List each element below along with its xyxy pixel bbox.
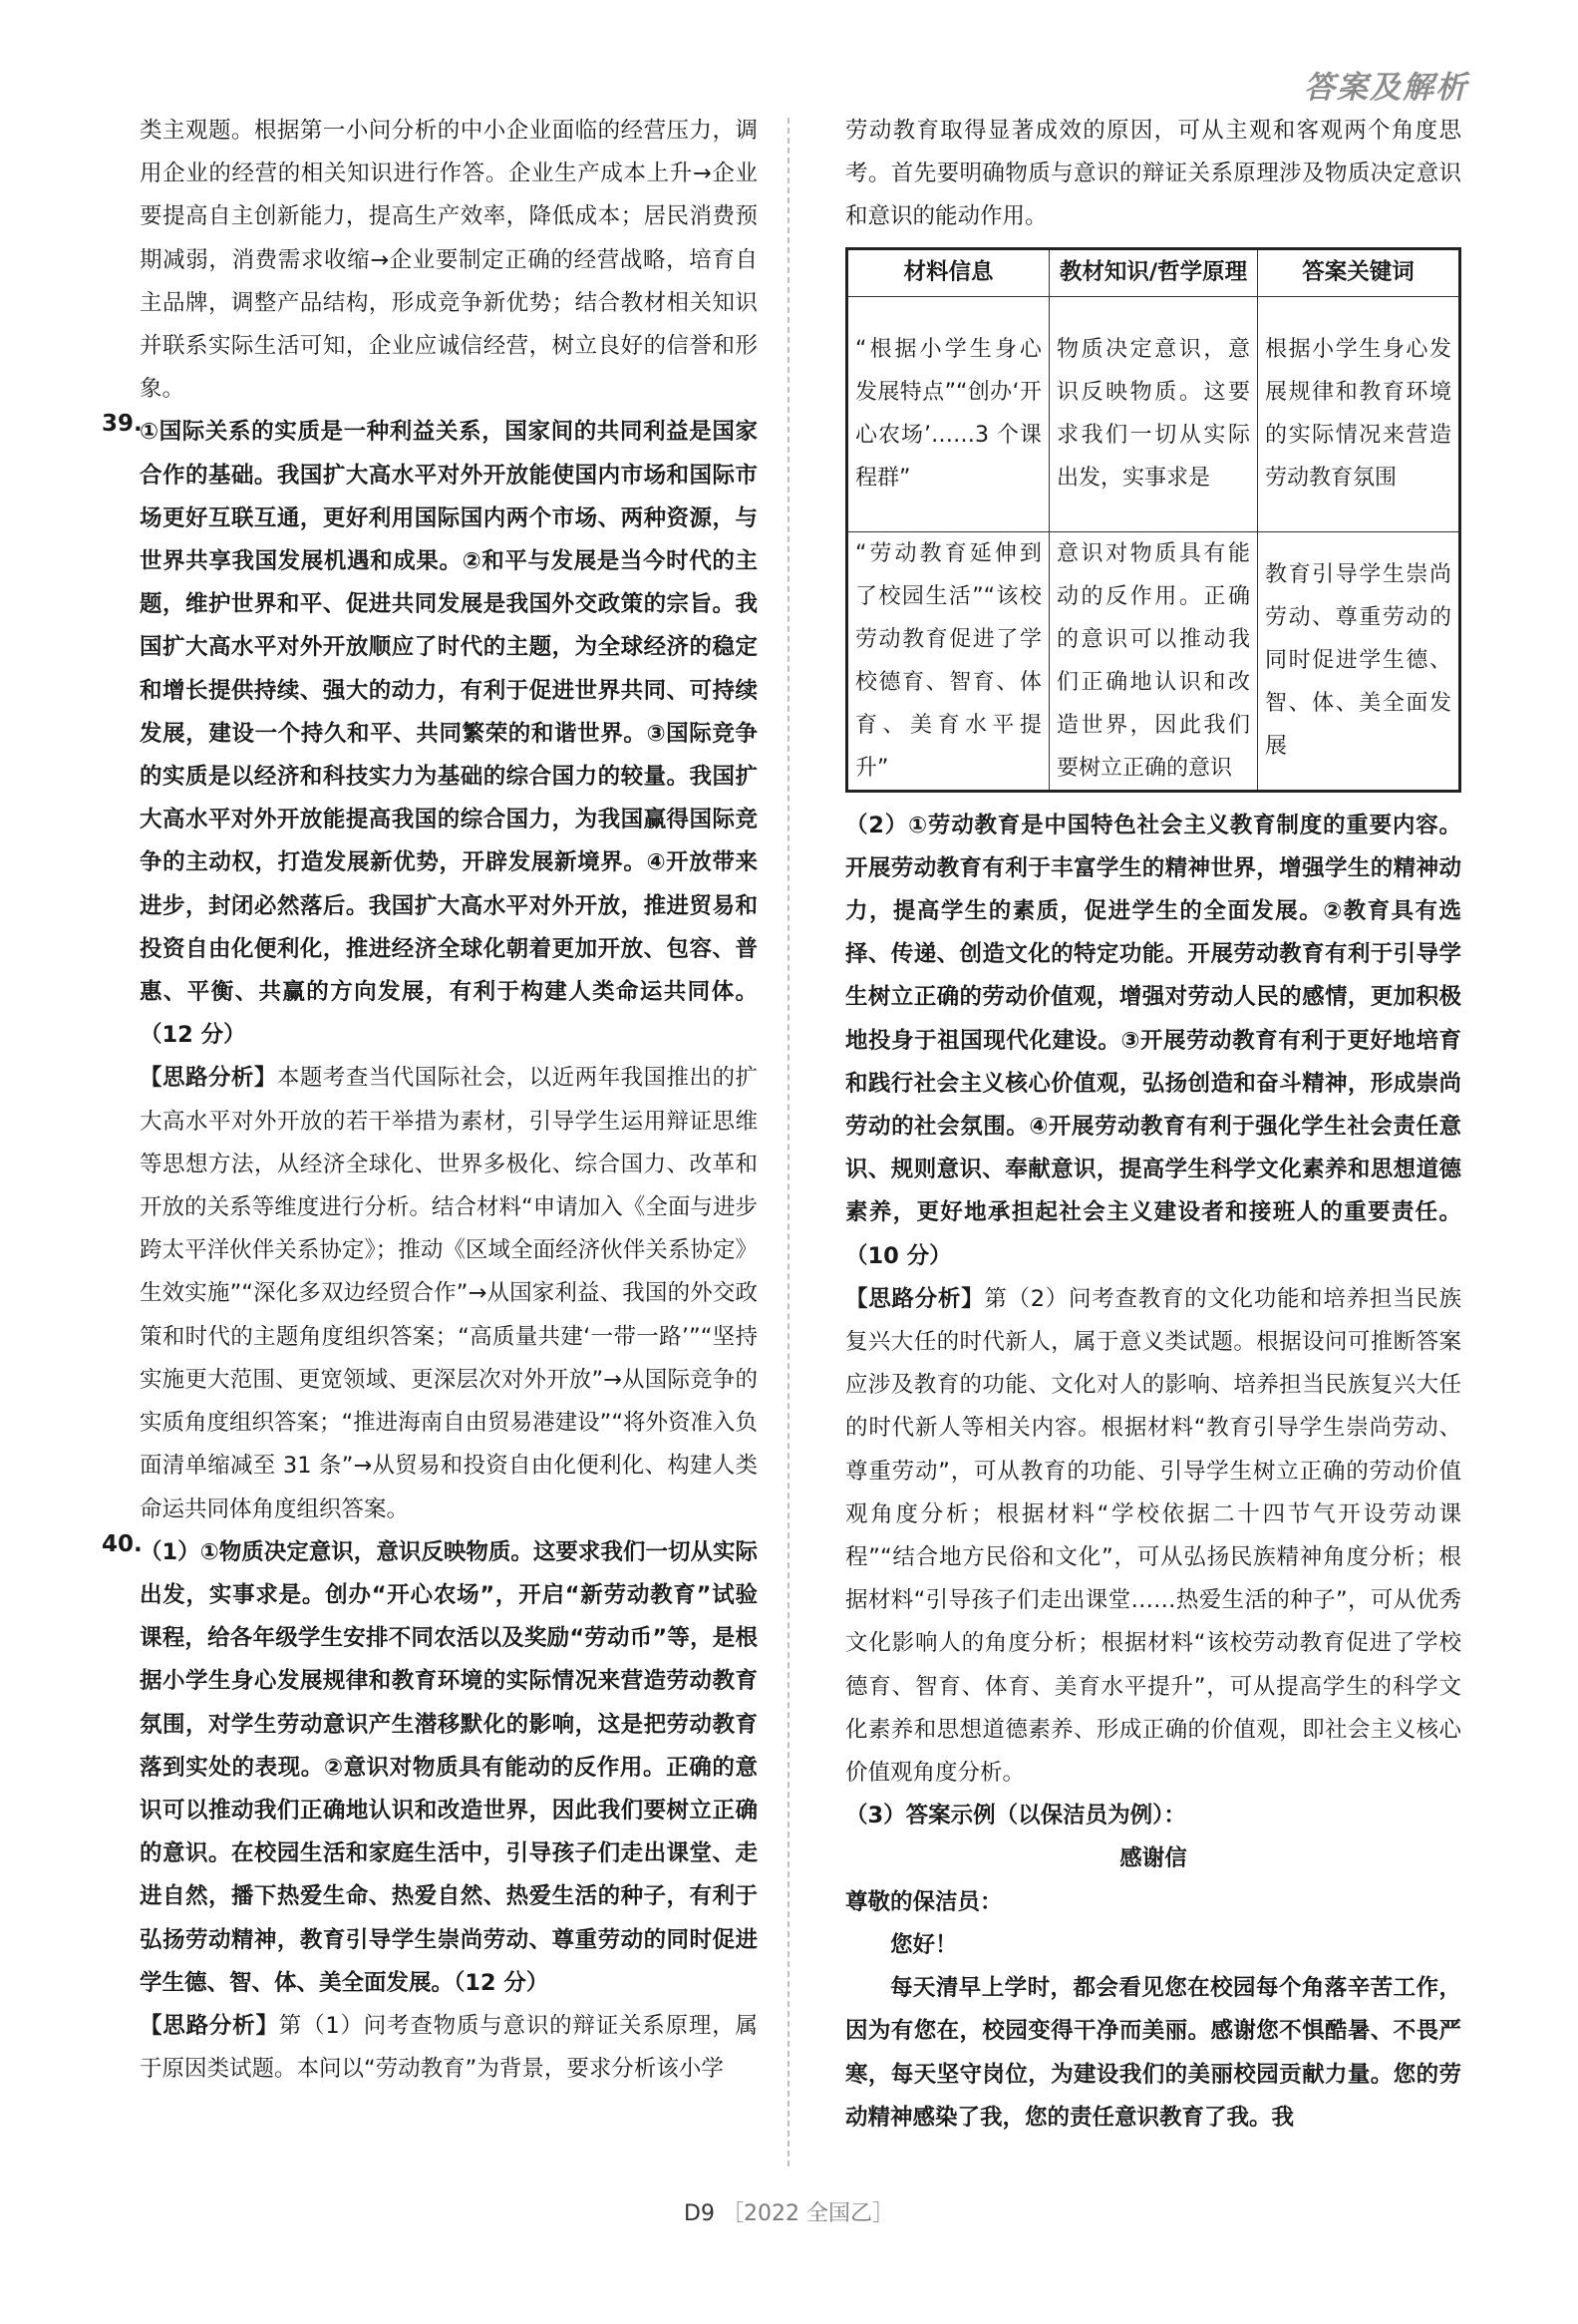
exam-edition: ［2022 全国乙］ <box>721 2201 894 2226</box>
letter-title: 感谢信 <box>1119 1845 1187 1872</box>
table-row <box>847 531 1460 791</box>
column-divider <box>788 118 789 2166</box>
q39-answer: ①国际关系的实质是一种利益关系，国家间的共同利益是国家合作的基础。我国扩大高水平对外开放能使国内市场和国际市场更好互联互通，更好利用国际国内两个市场、两种资源，与世界共享我国发展机遇和成果。②和平与发展是当今时代的主题，维护世界和平、促进共同发展是我国外交政策的宗旨。我国扩大高水平对外开放顺应了时代的主题，为全球经济的稳定和增长提供持续、强大的动力，有利于促进世界共同、可持续发展，建设一个持久和平、共同繁荣的和谐世界。③国际竞争的实质是以经济和科技实力为基础的综合国力的较量。我国扩大高水平对外开放能提高我国的综合国力，为我国赢得国际竞争的主动权，打造发展新优势，开辟发展新境界。④开放带来进步，封闭必然落后。我国扩大高水平对外开放，推进贸易和投资自由化便利化，推进经济全球化朝着更加开放、包容、普惠、平衡、共赢的方向发展，有利于构建人类命运共同体。（12 分） <box>140 419 758 1049</box>
table-header-cell: 答案关键词 <box>1258 248 1460 296</box>
letter-salutation: 尊敬的保洁员： <box>845 1888 1003 1915</box>
table-header-row <box>847 248 1460 296</box>
page-footer <box>0 2196 1578 2227</box>
q40-part2-analysis <box>845 1278 1461 1795</box>
letter-greeting: 您好！ <box>890 1931 958 1958</box>
analysis-label: 【思路分析】 <box>140 2012 279 2039</box>
table-header-cell: 教材知识/哲学原理 <box>1049 248 1257 296</box>
question-39 <box>102 411 758 1057</box>
table-row <box>847 296 1460 531</box>
q39-analysis <box>140 1057 758 1530</box>
right-column <box>845 110 1461 2140</box>
question-number-40: 40. <box>102 1530 143 1557</box>
analysis-continuation: 劳动教育取得显著成效的原因，可从主观和客观两个角度思考。首先要明确物质与意识的辩证关系原理涉及物质决定意识和意识的能动作用。 <box>845 118 1461 230</box>
left-column <box>102 110 758 2091</box>
page-number: D9 <box>684 2201 715 2226</box>
q40-part2-analysis-text: 第（2）问考查教育的文化功能和培养担当民族复兴大任的时代新人，属于意义类试题。根据设问可推断答案应涉及教育的功能、文化对人的影响、培养担当民族复兴大任的时代新人等相关内容。根据材料“教育引导学生崇尚劳动、尊重劳动”，可从教育的功能、引导学生树立正确的劳动价值观角度分析；根据材料“学校依据二十四节气开设劳动课程”“结合地方民俗和文化”，可从弘扬民族精神角度分析；根据材料“引导孩子们走出课堂……热爱生活的种子”，可从优秀文化影响人的角度分析；根据材料“该校劳动教育促进了学校德育、智育、体育、美育水平提升”，可从提高学生的科学文化素养和思想道德素养、形成正确的价值观，即社会主义核心价值观角度分析。 <box>845 1285 1461 1787</box>
page-header-title: 答案及解析 <box>1304 70 1468 106</box>
q40-analysis-text: 第（1）问考查物质与意识的辩证关系原理，属于原因类试题。本问以“劳动教育”为背景，要求分析该小学 <box>140 2012 758 2083</box>
analysis-label: 【思路分析】 <box>845 1285 985 1312</box>
q40-part3-intro: （3）答案示例（以保洁员为例）： <box>845 1803 1186 1829</box>
table-cell: 教育引导学生崇尚劳动、尊重劳动的同时促进学生德、智、体、美全面发展 <box>1258 531 1460 791</box>
question-number-39: 39. <box>102 411 143 438</box>
letter-body: 每天清早上学时，都会看见您在校园每个角落辛苦工作，因为有您在，校园变得干净而美丽。感谢您不惧酷暑、不畏严寒，每天坚守岗位，为建设我们的美丽校园贡献力量。您的劳动精神感染了我，您的责任意识教育了我。我 <box>845 1975 1461 2131</box>
table-cell: 根据小学生身心发展规律和教育环境的实际情况来营造劳动教育氛围 <box>1258 296 1460 531</box>
analysis-table <box>845 247 1461 793</box>
table-cell: “劳动教育延伸到了校园生活”“该校劳动教育促进了学校德育、智育、体育、美育水平提升” <box>847 531 1050 791</box>
q40-answer: （1）①物质决定意识，意识反映物质。这要求我们一切从实际出发，实事求是。创办“开心农场”，开启“新劳动教育”试验课程，给各年级学生安排不同农活以及奖励“劳动币”等，是根据小学生身心发展规律和教育环境的实际情况来营造劳动教育氛围，对学生劳动意识产生潜移默化的影响，这是把劳动教育落到实处的表现。②意识对物质具有能动的反作用。正确的意识可以推动我们正确地认识和改造世界，因此我们要树立正确的意识。在校园生活和家庭生活中，引导孩子们走出课堂、走进自然，播下热爱生命、热爱自然、热爱生活的种子，有利于弘扬劳动精神，教育引导学生崇尚劳动、尊重劳动的同时促进学生德、智、体、美全面发展。（12 分） <box>140 1538 758 1996</box>
analysis-label: 【思路分析】 <box>140 1065 277 1092</box>
table-cell: 意识对物质具有能动的反作用。正确的意识可以推动我们正确地认识和改造世界，因此我们要树立正确的意识 <box>1049 531 1257 791</box>
intro-paragraph: 类主观题。根据第一小问分析的中小企业面临的经营压力，调用企业的经营的相关知识进行作答。企业生产成本上升→企业要提高自主创新能力，提高生产效率，降低成本；居民消费预期减弱，消费需求收缩→企业要制定正确的经营战略，培育自主品牌，调整产品结构，形成竞争新优势；结合教材相关知识并联系实际生活可知，企业应诚信经营，树立良好的信誉和形象。 <box>140 118 758 403</box>
q40-analysis <box>140 2005 758 2091</box>
table-cell: 物质决定意识，意识反映物质。这要求我们一切从实际出发，实事求是 <box>1049 296 1257 531</box>
table-cell: “根据小学生身心发展特点”“创办‘开心农场’……3 个课程群” <box>847 296 1050 531</box>
q40-part2-answer: （2）①劳动教育是中国特色社会主义教育制度的重要内容。开展劳动教育有利于丰富学生的精神世界，增强学生的精神动力，提高学生的素质，促进学生的全面发展。②教育具有选择、传递、创造文化的特定功能。开展劳动教育有利于引导学生树立正确的劳动价值观，增强对劳动人民的感情，更加积极地投身于祖国现代化建设。③开展劳动教育有利于更好地培育和践行社会主义核心价值观，弘扬创造和奋斗精神，形成崇尚劳动的社会氛围。④开展劳动教育有利于强化学生社会责任意识、规则意识、奉献意识，提高学生科学文化素养和思想道德素养，更好地承担起社会主义建设者和接班人的重要责任。（10 分） <box>845 812 1461 1269</box>
question-40 <box>102 1530 758 2005</box>
q39-analysis-text: 本题考查当代国际社会，以近两年我国推出的扩大高水平对外开放的若干举措为素材，引导学生运用辩证思维等思想方法，从经济全球化、世界多极化、综合国力、改革和开放的关系等维度进行分析。结合材料“申请加入《全面与进步跨太平洋伙伴关系协定》；推动《区域全面经济伙伴关系协定》生效实施”“深化多双边经贸合作”→从国家利益、我国的外交政策和时代的主题角度组织答案；“高质量共建‘一带一路’”“坚持实施更大范围、更宽领域、更深层次对外开放”→从国际竞争的实质角度组织答案；“推进海南自由贸易港建设”“将外资准入负面清单缩减至 31 条”→从贸易和投资自由化便利化、构建人类命运共同体角度组织答案。 <box>140 1065 758 1522</box>
table-header-cell: 材料信息 <box>847 248 1050 296</box>
